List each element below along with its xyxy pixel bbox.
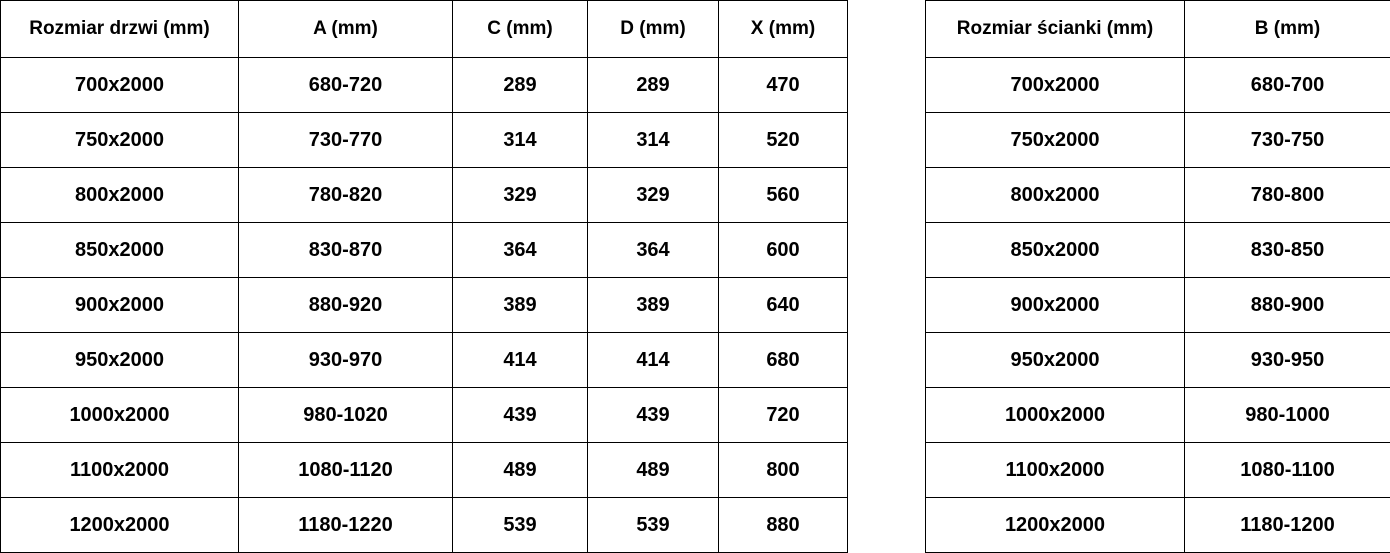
cell-c: 329 [453, 168, 588, 223]
cell-wall-size: 800x2000 [926, 168, 1185, 223]
table-header-row [1, 1, 848, 58]
table-row [1, 333, 848, 388]
table-row [926, 388, 1390, 443]
cell-d: 314 [588, 113, 719, 168]
table-spacer [847, 0, 925, 541]
table-row [926, 58, 1390, 113]
cell-x: 880 [719, 498, 848, 553]
cell-wall-size: 750x2000 [926, 113, 1185, 168]
cell-wall-size: 1100x2000 [926, 443, 1185, 498]
cell-b: 930-950 [1185, 333, 1390, 388]
table-row [1, 223, 848, 278]
cell-b: 1180-1200 [1185, 498, 1390, 553]
table-row [926, 168, 1390, 223]
cell-b: 780-800 [1185, 168, 1390, 223]
cell-x: 520 [719, 113, 848, 168]
table-row [926, 498, 1390, 553]
cell-b: 980-1000 [1185, 388, 1390, 443]
cell-c: 289 [453, 58, 588, 113]
column-header-wall-size: Rozmiar ścianki (mm) [926, 1, 1185, 58]
cell-wall-size: 1000x2000 [926, 388, 1185, 443]
cell-a: 930-970 [239, 333, 453, 388]
table-header [1, 1, 848, 58]
cell-b: 830-850 [1185, 223, 1390, 278]
cell-d: 364 [588, 223, 719, 278]
cell-c: 414 [453, 333, 588, 388]
cell-x: 680 [719, 333, 848, 388]
column-header-a: A (mm) [239, 1, 453, 58]
wall-dimensions-table-container [925, 0, 1390, 553]
cell-x: 640 [719, 278, 848, 333]
table-row [926, 333, 1390, 388]
cell-b: 1080-1100 [1185, 443, 1390, 498]
table-body [926, 58, 1390, 553]
cell-wall-size: 700x2000 [926, 58, 1185, 113]
table-row [1, 278, 848, 333]
cell-x: 470 [719, 58, 848, 113]
cell-door-size: 700x2000 [1, 58, 239, 113]
cell-d: 389 [588, 278, 719, 333]
cell-c: 539 [453, 498, 588, 553]
table-row [926, 278, 1390, 333]
cell-b: 730-750 [1185, 113, 1390, 168]
column-header-d: D (mm) [588, 1, 719, 58]
table-row [926, 223, 1390, 278]
cell-door-size: 950x2000 [1, 333, 239, 388]
cell-d: 489 [588, 443, 719, 498]
cell-wall-size: 1200x2000 [926, 498, 1185, 553]
column-header-c: C (mm) [453, 1, 588, 58]
cell-d: 439 [588, 388, 719, 443]
cell-d: 289 [588, 58, 719, 113]
column-header-door-size: Rozmiar drzwi (mm) [1, 1, 239, 58]
cell-a: 1180-1220 [239, 498, 453, 553]
cell-b: 880-900 [1185, 278, 1390, 333]
cell-a: 880-920 [239, 278, 453, 333]
table-row [1, 113, 848, 168]
wall-dimensions-table [925, 0, 1390, 553]
cell-d: 414 [588, 333, 719, 388]
table-row [1, 498, 848, 553]
table-header [926, 1, 1390, 58]
cell-door-size: 1100x2000 [1, 443, 239, 498]
cell-x: 560 [719, 168, 848, 223]
table-body [1, 58, 848, 553]
cell-d: 329 [588, 168, 719, 223]
cell-door-size: 1200x2000 [1, 498, 239, 553]
cell-door-size: 800x2000 [1, 168, 239, 223]
cell-a: 730-770 [239, 113, 453, 168]
cell-b: 680-700 [1185, 58, 1390, 113]
table-row [1, 388, 848, 443]
cell-a: 1080-1120 [239, 443, 453, 498]
cell-c: 314 [453, 113, 588, 168]
column-header-b: B (mm) [1185, 1, 1390, 58]
cell-c: 439 [453, 388, 588, 443]
cell-x: 600 [719, 223, 848, 278]
cell-door-size: 1000x2000 [1, 388, 239, 443]
cell-wall-size: 950x2000 [926, 333, 1185, 388]
table-header-row [926, 1, 1390, 58]
cell-a: 830-870 [239, 223, 453, 278]
cell-c: 389 [453, 278, 588, 333]
cell-c: 364 [453, 223, 588, 278]
cell-a: 680-720 [239, 58, 453, 113]
cell-door-size: 900x2000 [1, 278, 239, 333]
table-row [926, 443, 1390, 498]
cell-d: 539 [588, 498, 719, 553]
cell-door-size: 850x2000 [1, 223, 239, 278]
cell-x: 800 [719, 443, 848, 498]
cell-wall-size: 900x2000 [926, 278, 1185, 333]
table-row [1, 168, 848, 223]
table-row [1, 58, 848, 113]
table-row [1, 443, 848, 498]
cell-x: 720 [719, 388, 848, 443]
cell-door-size: 750x2000 [1, 113, 239, 168]
cell-a: 780-820 [239, 168, 453, 223]
cell-wall-size: 850x2000 [926, 223, 1185, 278]
cell-c: 489 [453, 443, 588, 498]
cell-a: 980-1020 [239, 388, 453, 443]
column-header-x: X (mm) [719, 1, 848, 58]
table-row [926, 113, 1390, 168]
